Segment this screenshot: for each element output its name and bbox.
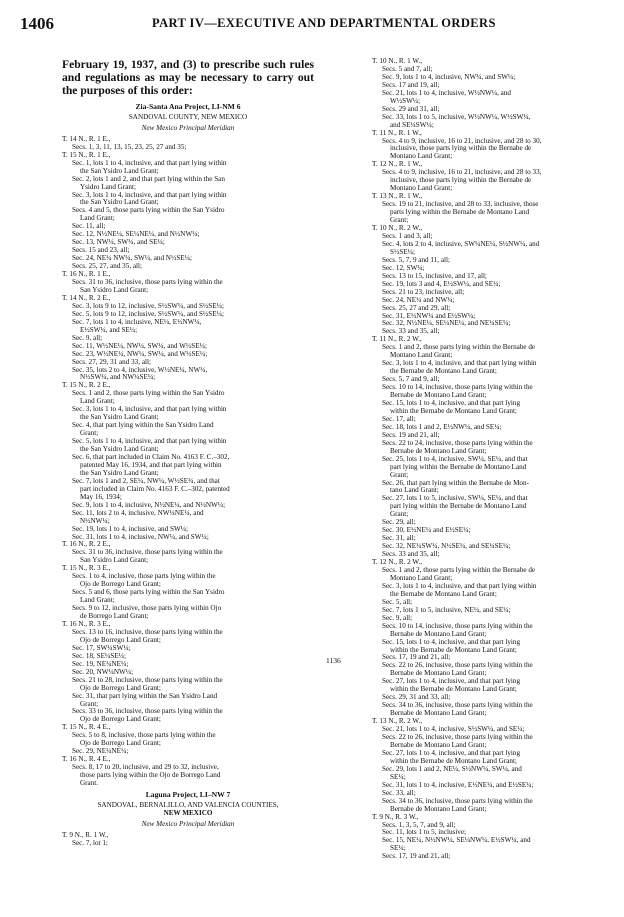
- right-line: Secs. 34 to 36, inclusive, those parts lying within the: [382, 797, 533, 805]
- right-line: inclusive, those parts lying within the Bernabe de: [390, 145, 532, 153]
- meridian-heading-laguna: New Mexico Principal Meridian: [141, 819, 235, 828]
- left-line: Sec. 12, N½NE¼, SE¼NE¼, and N½NW¼;: [72, 231, 200, 239]
- left-line: the San Ysidro Land Grant;: [80, 167, 159, 175]
- left-line: N½SW¼, and NW¼SE¼;: [80, 374, 156, 382]
- county-heading-zia: SANDOVAL COUNTY, NEW MEXICO: [128, 112, 248, 121]
- left-line: Secs. 5 to 8, inclusive, those parts lying within the: [72, 732, 216, 740]
- right-line: Sec. 11, lots 1 to 5, inclusive;: [382, 829, 467, 837]
- right-line: Sec. 31, E½NW¼ and E½SW¼;: [382, 312, 476, 320]
- left-line: Secs. 1 to 4, inclusive, those parts lying within the: [72, 573, 216, 581]
- right-line: Sec. 15, lots 1 to 4, inclusive, and that part lying: [382, 638, 521, 646]
- right-line: Secs. 17, 19 and 21, all;: [382, 853, 451, 861]
- left-line: Sec. 13, NW¼, SW¼, and SE¼;: [72, 239, 165, 247]
- left-line: N½NW¼;: [80, 517, 110, 525]
- left-line: Ojo de Borrego Land Grant;: [80, 740, 161, 748]
- right-column: [372, 58, 617, 861]
- left-line: Sec. 19, lots 1 to 4, inclusive, and SW¼;: [72, 525, 189, 533]
- left-line: Ojo de Borrego Land Grant;: [80, 636, 161, 644]
- right-line: Secs. 13 to 15, inclusive, and 17, all;: [382, 272, 487, 280]
- right-line: Secs. 17, 19 and 21, all;: [382, 654, 451, 662]
- right-line: Sec. 7, lots 1 to 5, inclusive, NE¼, and SE¼;: [382, 606, 511, 614]
- right-line: Sec. 12, SW¼;: [382, 264, 425, 272]
- left-line: Sec. 24, NE¼ NW¼, SW¼, and N½SE¼;: [72, 255, 192, 263]
- right-line: Sec. 19, lots 3 and 4, E½SW¼, and SE¼;: [382, 280, 501, 288]
- right-line: Sec. 29, all;: [382, 519, 416, 527]
- left-line: Grant.: [80, 780, 99, 788]
- meridian-heading-zia: New Mexico Principal Meridian: [141, 123, 235, 132]
- right-line: Secs. 1 and 2, those parts lying within the Bernabe de: [382, 567, 536, 574]
- left-line: May 16, 1934;: [80, 493, 122, 501]
- right-line: Bernabe de Montano Land Grant;: [390, 741, 487, 749]
- left-line: Sec. 3, lots 1 to 4, inclusive, and that part lying within: [72, 406, 227, 414]
- right-line: Sec. 33, all;: [382, 789, 416, 797]
- right-line: Secs. 1, 3, 5, 7, and 9, all;: [382, 821, 456, 829]
- left-line: Ysidro Land Grant;: [80, 183, 136, 191]
- right-line: Secs. 10 to 14, inclusive, those parts lying within the: [382, 384, 533, 392]
- left-line: Sec. 4, that part lying within the San Ysidro Land: [72, 422, 214, 430]
- lead-paragraph: February 19, 1937, and (3) to prescribe such rules and regulations as may be necessary to carry out the purposes of this order:: [62, 58, 314, 97]
- right-line: Bernabe de Montano Land Grant;: [390, 805, 487, 813]
- right-line: Secs. 22 to 24, inclusive, those parts lying within the: [382, 439, 533, 447]
- left-line: Secs. 15 and 23, all;: [72, 247, 130, 255]
- left-line: Sec. 7, lot 1;: [72, 839, 108, 847]
- right-line: Sec. 21, lots 1 to 4, inclusive, W½NW¼, and: [382, 89, 511, 97]
- right-line: Sec. 31, lots 1 to 4, inclusive, E½NE¼, and E½SE¼;: [382, 781, 534, 789]
- left-line: T. 16 N., R. 1 E.,: [62, 271, 111, 279]
- project-title-laguna: Laguna Project, LI–NW 7: [145, 790, 231, 800]
- right-line: and SE¼SW¼;: [390, 121, 434, 129]
- right-line: Secs. 5, 7, 9 and 11, all;: [382, 256, 450, 264]
- state-heading-laguna: NEW MEXICO: [163, 808, 213, 817]
- left-line: Secs. 4 and 5, those parts lying within the San Ysidro: [72, 207, 225, 215]
- left-line: Ojo de Borrego Land Grant;: [80, 684, 161, 692]
- left-line: Sec. 23, W½NE¼, NW¼, SW¼, and W½SE¼;: [72, 350, 208, 358]
- left-line: Secs. 21 to 28, inclusive, those parts lying within the: [72, 676, 223, 684]
- right-line: Grant;: [390, 511, 409, 519]
- right-line: within the Bernabe de Montano Land Grant;: [390, 407, 517, 415]
- right-line: the Bernabe de Montano Land Grant;: [390, 368, 497, 376]
- left-line: the San Ysidro Land Grant;: [80, 469, 159, 477]
- right-line: Montano Land Grant;: [390, 352, 453, 360]
- right-line: Secs. 1 and 2, those parts lying within the Bernabe de: [382, 344, 536, 352]
- left-line: Land Grant;: [80, 597, 115, 605]
- right-line: Montano Land Grant;: [390, 574, 453, 582]
- left-line: Secs. 9 to 12, inclusive, those parts lying within Ojo: [72, 605, 222, 613]
- left-line: patented May 16, 1934, and that part lying within: [80, 461, 222, 469]
- left-line: Secs. 8, 17 to 20, inclusive, and 29 to 32, inclusive,: [72, 764, 219, 772]
- left-line: Sec. 31, lots 1 to 4, inclusive, NW¼, and SW¼;: [72, 533, 209, 541]
- running-head: PART IV—EXECUTIVE AND DEPARTMENTAL ORDERS: [152, 16, 496, 30]
- right-line: Secs. 21 to 23, inclusive, all;: [382, 288, 465, 296]
- right-line: T. 10 N., R. 2 W.,: [372, 225, 423, 233]
- right-line: Secs. 22 to 26, inclusive, those parts lying within the: [382, 734, 533, 742]
- right-line: Sec. 18, lots 1 and 2, E½NW¼, and SE¼;: [382, 423, 502, 431]
- left-column: [62, 58, 314, 848]
- right-line: Secs. 29 and 31, all;: [382, 105, 440, 113]
- left-line: T. 15 N., R. 2 E.,: [62, 382, 111, 390]
- right-line: Sec. 32, NE¼SW¼, N½SE¼, and SE¼SE¼;: [382, 543, 511, 551]
- left-line: Grant;: [80, 700, 99, 708]
- right-line: within the Bernabe de Montano Land Grant;: [390, 646, 517, 654]
- right-line: Secs. 34 to 36, inclusive, those parts lying within the: [382, 702, 533, 710]
- right-line: Sec. 26, that part lying within the Bernabe de Mon-: [382, 479, 529, 487]
- left-line: San Ysidro Land Grant;: [80, 557, 149, 565]
- right-line: Bernabe de Montano Land Grant;: [390, 392, 487, 400]
- right-line: part lying within the Bernabe de Montano Land: [390, 503, 527, 511]
- left-line: Sec. 11, W½NE¼, NW¼, SW¼, and W½SE¼;: [72, 342, 207, 350]
- right-line: Secs. 5, 7 and 9, all;: [382, 376, 440, 384]
- left-line: Sec. 3, lots 1 to 4, inclusive, and that part lying within: [72, 191, 227, 199]
- right-line: within the Bernabe de Montano Land Grant;: [390, 757, 517, 765]
- page-number: 1406: [20, 14, 54, 33]
- left-line: Secs. 25, 27, and 35, all;: [72, 263, 143, 271]
- right-line: Sec. 29, lots 1 and 2, NE¼, S½NW¼, SW¼, and: [382, 765, 522, 773]
- right-line: Sec. 5, all;: [382, 598, 413, 606]
- right-line: Secs. 17 and 19, all;: [382, 81, 440, 89]
- left-line: Sec. 35, lots 2 to 4, inclusive, W½NE¼, NW¼,: [72, 366, 208, 374]
- right-line: inclusive, those parts lying within the Bernabe de: [390, 177, 532, 185]
- left-line: Sec. 19, NE¼NE¼;: [72, 660, 129, 668]
- left-line: Land Grant;: [80, 398, 115, 406]
- right-line: Sec. 33, lots 1 to 5, inclusive, W½NW¼, W½SW¼,: [382, 113, 531, 121]
- right-line: T. 12 N., R. 1 W.,: [372, 161, 423, 169]
- right-line: Secs. 33 and 35, all;: [382, 551, 440, 559]
- left-line: Secs. 31 to 36, inclusive, those parts lying within the: [72, 279, 223, 287]
- left-line: Sec. 11, all;: [72, 223, 106, 231]
- right-line: T. 9 N., R. 3 W.,: [372, 813, 419, 821]
- right-line: within the Bernabe de Montano Land Grant;: [390, 686, 517, 694]
- left-line: Secs. 27, 29, 31 and 33, all;: [72, 358, 151, 366]
- left-line: Secs. 13 to 16, inclusive, those parts lying within the: [72, 628, 223, 636]
- left-line: de Borrego Land Grant;: [80, 613, 149, 621]
- right-line: Secs. 25, 27 and 29, all;: [382, 304, 451, 312]
- left-line: Secs. 1, 3, 11, 13, 15, 23, 25, 27 and 35;: [72, 143, 187, 151]
- left-line: Sec. 2, lots 1 and 2, and that part lying within the San: [72, 175, 225, 183]
- right-line: Sec. 25, lots 1 to 4, inclusive, SW¼, SE¼, and that: [382, 455, 528, 463]
- right-line: T. 11 N., R. 1 W.,: [372, 129, 422, 137]
- right-line: Sec. 3, lots 1 to 4, inclusive, and that part lying within: [382, 582, 537, 590]
- left-line: T. 16 N., R. 4 E.,: [62, 756, 111, 764]
- right-line: Sec. 32, N½NE¼, SE¼NE¼, and NE¼SE¼;: [382, 320, 511, 328]
- right-line: Secs. 10 to 14, inclusive, those parts lying within the: [382, 622, 533, 630]
- right-line: Sec. 21, lots 1 to 4, inclusive, S½SW¼, and SE¼;: [382, 726, 525, 734]
- left-line: Sec. 7, lots 1 to 4, inclusive, NE¼, E½NW¼,: [72, 318, 202, 326]
- right-line: part lying within the Bernabe de Montano Land: [390, 463, 527, 471]
- left-line: Secs. 5 and 6, those parts lying within the San Ysidro: [72, 589, 225, 597]
- right-line: Sec. 30, E½NE¼ and E½SE¼;: [382, 527, 471, 535]
- right-line: T. 11 N., R. 2 W.,: [372, 336, 422, 344]
- right-line: Grant;: [390, 471, 409, 479]
- right-line: Montano Land Grant;: [390, 185, 453, 193]
- left-line: Sec. 5, lots 1 to 4, inclusive, and that part lying within: [72, 438, 227, 446]
- right-line: Montano Land Grant;: [390, 153, 453, 161]
- left-line: Sec. 20, NW¼NW¼;: [72, 668, 134, 676]
- left-line: T. 9 N., R. 1 W.,: [62, 831, 109, 839]
- right-line: Sec. 24, NE¼ and NW¼;: [382, 296, 455, 304]
- right-line: S½SE¼;: [390, 248, 415, 256]
- left-line: T. 16 N., R. 3 E.,: [62, 621, 111, 628]
- right-line: W½SW¼;: [390, 97, 421, 105]
- land-list-right: [372, 58, 617, 861]
- left-line: T. 16 N., R. 2 E.,: [62, 541, 111, 549]
- left-line: T. 15 N., R. 4 E.,: [62, 724, 111, 732]
- left-line: part included in Claim No. 4163 F. C.–302, patented: [80, 485, 230, 493]
- right-line: SE¼;: [390, 773, 406, 781]
- left-line: Ojo de Borrego Land Grant;: [80, 581, 161, 589]
- left-line: Sec. 3, lots 9 to 12, inclusive, S½SW¼, and S½SE¼;: [72, 302, 224, 310]
- right-line: Bernabe de Montano Land Grant;: [390, 447, 487, 455]
- right-line: T. 12 N., R. 2 W.,: [372, 559, 423, 567]
- right-line: SE¼;: [390, 845, 406, 853]
- right-line: Secs. 4 to 9, inclusive, 16 to 21, inclusive, and 28 to 30,: [382, 137, 542, 145]
- right-line: Sec. 31, all;: [382, 535, 416, 543]
- right-line: Sec. 17, all;: [382, 415, 416, 423]
- margin-number: 1136: [326, 656, 341, 665]
- right-line: Sec. 3, lots 1 to 4, inclusive, and that part lying within: [382, 360, 537, 368]
- right-line: Grant;: [390, 217, 409, 225]
- right-line: T. 13 N., R. 2 W.,: [372, 718, 423, 726]
- right-line: Secs. 4 to 9, inclusive, 16 to 21, inclusive, and 28 to 33,: [382, 169, 542, 177]
- right-line: Bernabe de Montano Land Grant;: [390, 710, 487, 718]
- left-line: those parts lying within the Ojo de Borrego Land: [80, 772, 221, 780]
- land-list-laguna: [62, 832, 314, 848]
- right-line: T. 10 N., R. 1 W.,: [372, 58, 423, 65]
- left-line: T. 15 N., R. 1 E.,: [62, 151, 111, 159]
- left-line: T. 15 N., R. 3 E.,: [62, 565, 111, 573]
- left-line: T. 14 N., R. 2 E.,: [62, 294, 111, 302]
- right-line: Sec. 27, lots 1 to 5, inclusive, SW¼, SE¼, and that: [382, 495, 528, 503]
- left-line: T. 14 N., R. 1 E.,: [62, 135, 111, 143]
- left-line: Sec. 31, that part lying within the San Ysidro Land: [72, 692, 218, 700]
- right-line: Sec. 4, lots 2 to 4, inclusive, SW¼NE¼, S½NW¼, and: [382, 240, 540, 248]
- right-line: Secs. 1 and 3, all;: [382, 232, 433, 240]
- right-line: T. 13 N., R. 1 W.,: [372, 193, 423, 201]
- county-heading-laguna: SANDOVAL, BERNALILLO, AND VALENCIA COUNTIES,: [97, 800, 279, 809]
- left-line: Sec. 5, lots 9 to 12, inclusive, S½SW¼, and S½SE¼;: [72, 310, 224, 318]
- right-line: Secs. 19 to 21, inclusive, and 28 to 33, inclusive, those: [382, 201, 539, 209]
- left-line: Sec. 7, lots 1 and 2, SE¼, NW¼, W½SE¼, and that: [72, 477, 220, 485]
- right-line: tano Land Grant;: [390, 487, 439, 495]
- right-line: Sec. 9, all;: [382, 614, 413, 622]
- left-line: Grant;: [80, 430, 99, 438]
- project-title-zia: Zia-Santa Ana Project, LI-NM 6: [135, 102, 241, 111]
- left-line: Sec. 18, SE¼SE¼;: [72, 652, 126, 660]
- left-line: Sec. 9, lots 1 to 4, inclusive, N½NE¼, and N½NW¼;: [72, 501, 226, 509]
- right-line: Sec. 27, lots 1 to 4, inclusive, and that part lying: [382, 678, 521, 686]
- left-line: Secs. 1 and 2, those parts lying within the San Ysidro: [72, 390, 225, 398]
- left-line: Sec. 17, SW¼SW¼;: [72, 644, 131, 652]
- right-line: Sec. 27, lots 1 to 4, inclusive, and that part lying: [382, 749, 521, 757]
- right-line: Secs. 33 and 35, all;: [382, 328, 440, 336]
- right-line: Secs. 19 and 21, all;: [382, 431, 440, 439]
- right-line: Secs. 29, 31 and 33, all;: [382, 694, 451, 702]
- right-line: Sec. 15, NE¼, N½NW¼, SE¼NW¼, E½SW¼, and: [382, 837, 531, 845]
- left-line: Ojo de Borrego Land Grant;: [80, 716, 161, 724]
- left-line: Secs. 33 to 36, inclusive, those parts lying within the: [72, 708, 223, 716]
- left-line: Sec. 9, all;: [72, 334, 103, 342]
- right-line: Bernabe de Montano Land Grant;: [390, 670, 487, 678]
- left-line: Sec. 29, NE¼NE¼;: [72, 748, 129, 756]
- left-line: Sec. 1, lots 1 to 4, inclusive, and that part lying within: [72, 159, 227, 167]
- left-line: Sec. 6, that part included in Claim No. 4163 F. C.–302,: [72, 453, 230, 461]
- left-line: the San Ysidro Land Grant;: [80, 446, 159, 454]
- right-line: Secs. 5 and 7, all;: [382, 65, 433, 73]
- right-line: Sec. 15, lots 1 to 4, inclusive, and that part lying: [382, 399, 521, 407]
- left-line: E½SW¼, and SE¼;: [80, 326, 138, 334]
- left-line: San Ysidro Land Grant;: [80, 286, 149, 294]
- right-line: parts lying within the Bernabe de Montano Land: [390, 209, 530, 217]
- right-line: Sec. 9, lots 1 to 4, inclusive, NW¼, and SW¼;: [382, 73, 516, 81]
- left-line: the San Ysidro Land Grant;: [80, 199, 159, 207]
- left-line: Secs. 31 to 36, inclusive, those parts lying within the: [72, 549, 223, 557]
- right-line: Secs. 22 to 26, inclusive, those parts lying within the: [382, 662, 533, 670]
- right-line: Bernabe de Montano Land Grant;: [390, 630, 487, 638]
- land-list-zia: [62, 136, 314, 788]
- left-line: Land Grant;: [80, 215, 115, 223]
- right-line: the Bernabe de Montano Land Grant;: [390, 590, 497, 598]
- left-line: Sec. 11, lots 2 to 4, inclusive, NW¼NE¼, and: [72, 509, 204, 517]
- left-line: the San Ysidro Land Grant;: [80, 414, 159, 422]
